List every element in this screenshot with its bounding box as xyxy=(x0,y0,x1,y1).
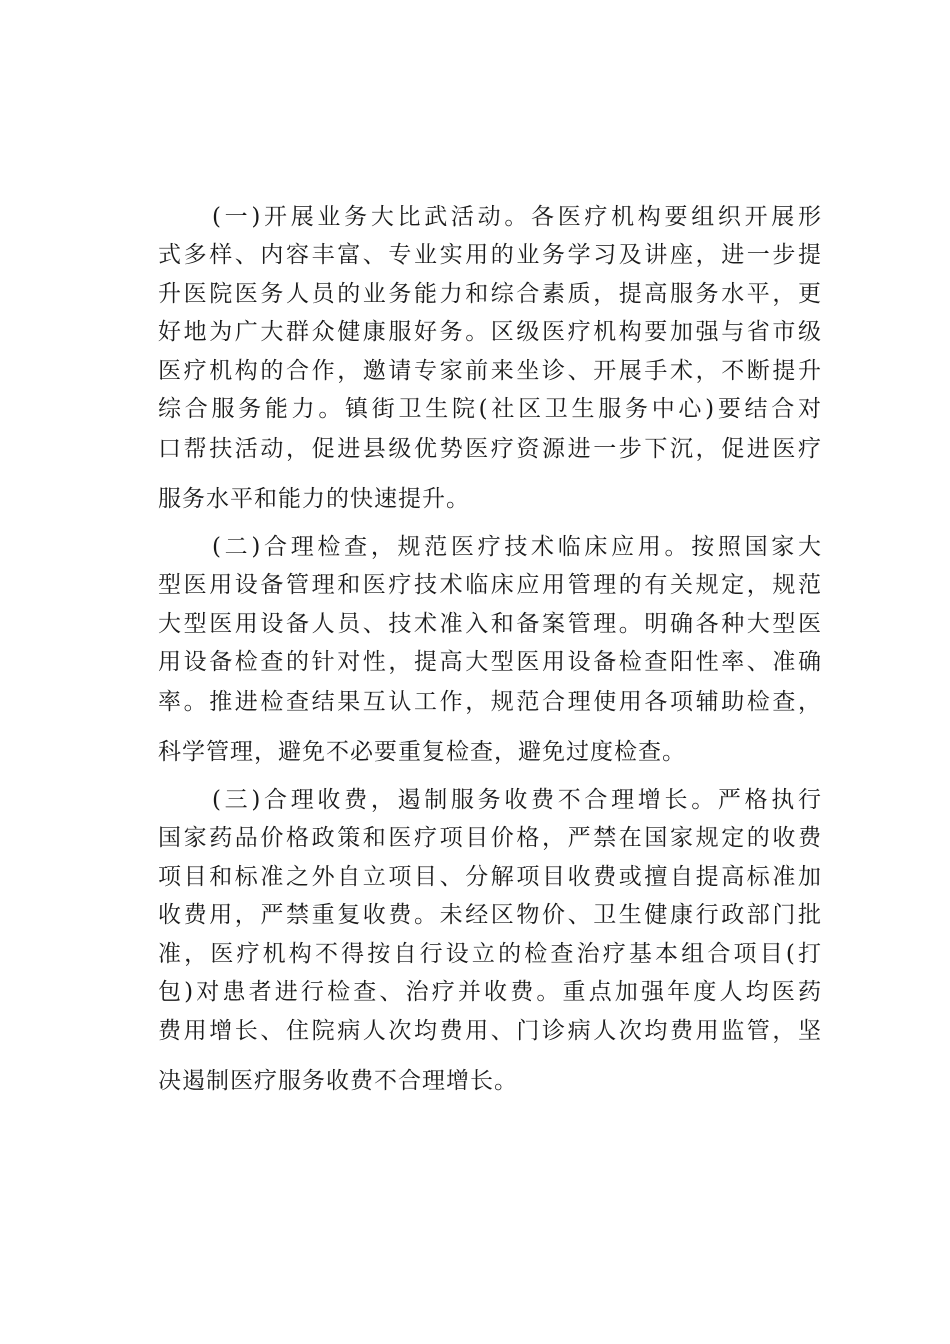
paragraph-line: 费用增长、住院病人次均费用、门诊病人次均费用监管，坚 xyxy=(158,1018,822,1044)
paragraph-line: 服务水平和能力的快速提升。 xyxy=(158,486,470,512)
paragraph-line: 用设备检查的针对性，提高大型医用设备检查阳性率、准确 xyxy=(158,649,822,675)
paragraph-line: 好地为广大群众健康服好务。区级医疗机构要加强与省市级 xyxy=(158,319,822,345)
paragraph-line: 国家药品价格政策和医疗项目价格，严禁在国家规定的收费 xyxy=(158,825,822,851)
paragraph-line: 综合服务能力。镇街卫生院(社区卫生服务中心)要结合对 xyxy=(158,396,822,422)
paragraph-line: 口帮扶活动，促进县级优势医疗资源进一步下沉，促进医疗 xyxy=(158,436,822,462)
paragraph-line: 包)对患者进行检查、治疗并收费。重点加强年度人均医药 xyxy=(158,979,822,1005)
paragraph-line: (二)合理检查，规范医疗技术临床应用。按照国家大 xyxy=(212,534,822,560)
paragraph-line: 科学管理，避免不必要重复检查，避免过度检查。 xyxy=(158,739,686,765)
paragraph-line: 式多样、内容丰富、专业实用的业务学习及讲座，进一步提 xyxy=(158,242,822,268)
paragraph-line: 率。推进检查结果互认工作，规范合理使用各项辅助检查， xyxy=(158,689,822,715)
paragraph-line: (三)合理收费，遏制服务收费不合理增长。严格执行 xyxy=(212,787,822,813)
paragraph-line: 准，医疗机构不得按自行设立的检查治疗基本组合项目(打 xyxy=(158,941,822,967)
paragraph-line: 收费用，严禁重复收费。未经区物价、卫生健康行政部门批 xyxy=(158,902,822,928)
paragraph-line: (一)开展业务大比武活动。各医疗机构要组织开展形 xyxy=(212,204,822,230)
paragraph-line: 型医用设备管理和医疗技术临床应用管理的有关规定，规范 xyxy=(158,572,822,598)
paragraph-line: 决遏制医疗服务收费不合理增长。 xyxy=(158,1068,518,1094)
paragraph-line: 医疗机构的合作，邀请专家前来坐诊、开展手术，不断提升 xyxy=(158,358,822,384)
paragraph-line: 大型医用设备人员、技术准入和备案管理。明确各种大型医 xyxy=(158,611,822,637)
paragraph-line: 升医院医务人员的业务能力和综合素质，提高服务水平，更 xyxy=(158,281,822,307)
paragraph-line: 项目和标准之外自立项目、分解项目收费或擅自提高标准加 xyxy=(158,864,822,890)
